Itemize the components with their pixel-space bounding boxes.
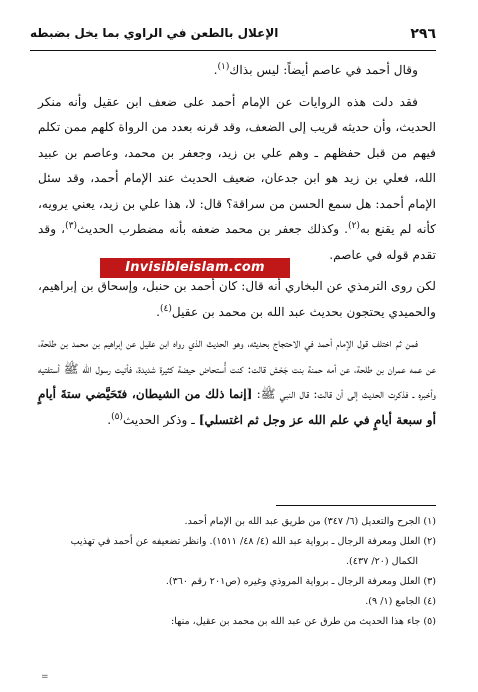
footnote-text: العلل ومعرفة الرجال ـ برواية عبد الله (٤/ ٤٨/ ١٥١١). وانظر تضعيفه عن أحمد في تهذيب <box>70 536 421 547</box>
footnote-1 <box>38 512 436 532</box>
footnote-number: (٤) <box>423 596 436 607</box>
paragraph-1-text: وقال أحمد في عاصم أيضاً: ليس بذاك <box>229 63 418 77</box>
footnote-ref-4: (٤) <box>160 303 172 314</box>
footnote-3 <box>38 572 436 592</box>
continuation-mark: = <box>41 672 49 682</box>
paragraph-3-end: . <box>156 304 161 319</box>
footnote-number: (٢) <box>423 536 436 547</box>
paragraph-2-continued: . وكذلك جعفر بن محمد ضعفه بأنه مضطرب الحديث <box>76 222 349 236</box>
footnote-5 <box>38 612 436 632</box>
paragraph-3-text: لكن روى الترمذي عن البخاري أنه قال: كان أحمد بن حنبل، وإسحاق بن إبراهيم، والحميدي يحتجون بحديث عبد الله بن محمد بن عقيل <box>38 279 436 319</box>
paragraph-2-text: فقد دلت هذه الروايات عن الإمام أحمد على ضعف ابن عقيل وأنه منكر الحديث، وأن حديثه قريب إلى الضعف، وقد قرنه بعدد من الرواة كلهم ممن تكلم فيهم من قبل حفظهم ـ وهم علي بن زيد، وجعفر بن محمد، وعاصم بن عبيد الله، فعلي بن زيد هو ابن جدعان، ضعيف الحديث عند الإمام أحمد، وقد سئل الإمام أحمد: هل سمع الحسن من سراقة؟ قال: لا، هذا علي بن زيد، يعني يرويه، كأنه لم يقنع به <box>38 94 436 236</box>
footnote-ref-2: (٢) <box>348 220 360 231</box>
footnote-number: (٥) <box>423 616 436 627</box>
page-header <box>30 22 436 51</box>
footnote-text: الجرح والتعديل (٦/ ٣٤٧) من طريق عبد الله بن الإمام أحمد. <box>184 516 421 527</box>
footnote-continuation: الكمال (٢٠/ ٤٣٧). <box>346 556 418 567</box>
footnote-2 <box>38 532 436 572</box>
footnote-ref-5: (٥) <box>111 411 123 422</box>
footnote-ref-3: (٣) <box>65 220 77 231</box>
paragraph-4-end: ـ وذكر الحديث <box>122 412 199 427</box>
footnote-number: (٣) <box>423 576 436 587</box>
footnote-4 <box>38 592 436 612</box>
paragraph-1: وقال أحمد في عاصم أيضاً: ليس بذاك$^{(١)}$. <box>213 61 418 77</box>
footnote-text: الجامع (١/ ٩). <box>365 596 421 607</box>
footnote-text: جاء هذا الحديث من طرق عن عبد الله بن محمد بن عقيل، منها: <box>171 616 421 627</box>
footnote-number: (١) <box>423 516 436 527</box>
footnote-divider <box>276 505 436 506</box>
running-title: الإعلال بالطعن في الراوي بما يخل بضبطه <box>30 26 279 40</box>
footnote-text: العلل ومعرفة الرجال ـ برواية المروذي وغيره (ص٢٠١ رقم ٣٦٠). <box>165 576 421 587</box>
main-text <box>38 58 436 439</box>
paragraph-4-text: فمن ثم اختلف قول الإمام أحمد في الاحتجاج بحديثه، وهو الحديث الذي رواه ابن عقيل عن إبراهيم بن محمد بن طلحة، عن عمه عمران بن طلحة، عن أمه حمنة بنت جَحْش قالت: كنت أُستحاض حيضة كثيرة شديدة، فأتيت رسول الله ﷺ أستفتيه وأخبره ـ فذكرت الحديث إلى أن قالت: قال النبي ﷺ: <box>38 336 436 401</box>
paragraph-3 <box>38 274 436 325</box>
hadith-quote: [إنما ذلك من الشيطان، فتَحَيَّضي ستةَ أيامٍ أو سبعة أيامٍ في علم الله عز وجل ثم اغتسلي] <box>38 387 436 427</box>
paragraph-4-final: . <box>107 412 112 427</box>
watermark-banner: Invisibleislam.com <box>100 258 290 278</box>
footnotes <box>38 512 436 632</box>
page-number: ٢٩٦ <box>410 26 436 42</box>
paragraph-2-end: ، وقد تقدم قوله في عاصم. <box>38 222 436 262</box>
footnote-ref-1: (١) <box>217 61 230 72</box>
paragraph-4 <box>38 331 436 433</box>
paragraph-2 <box>38 90 436 269</box>
